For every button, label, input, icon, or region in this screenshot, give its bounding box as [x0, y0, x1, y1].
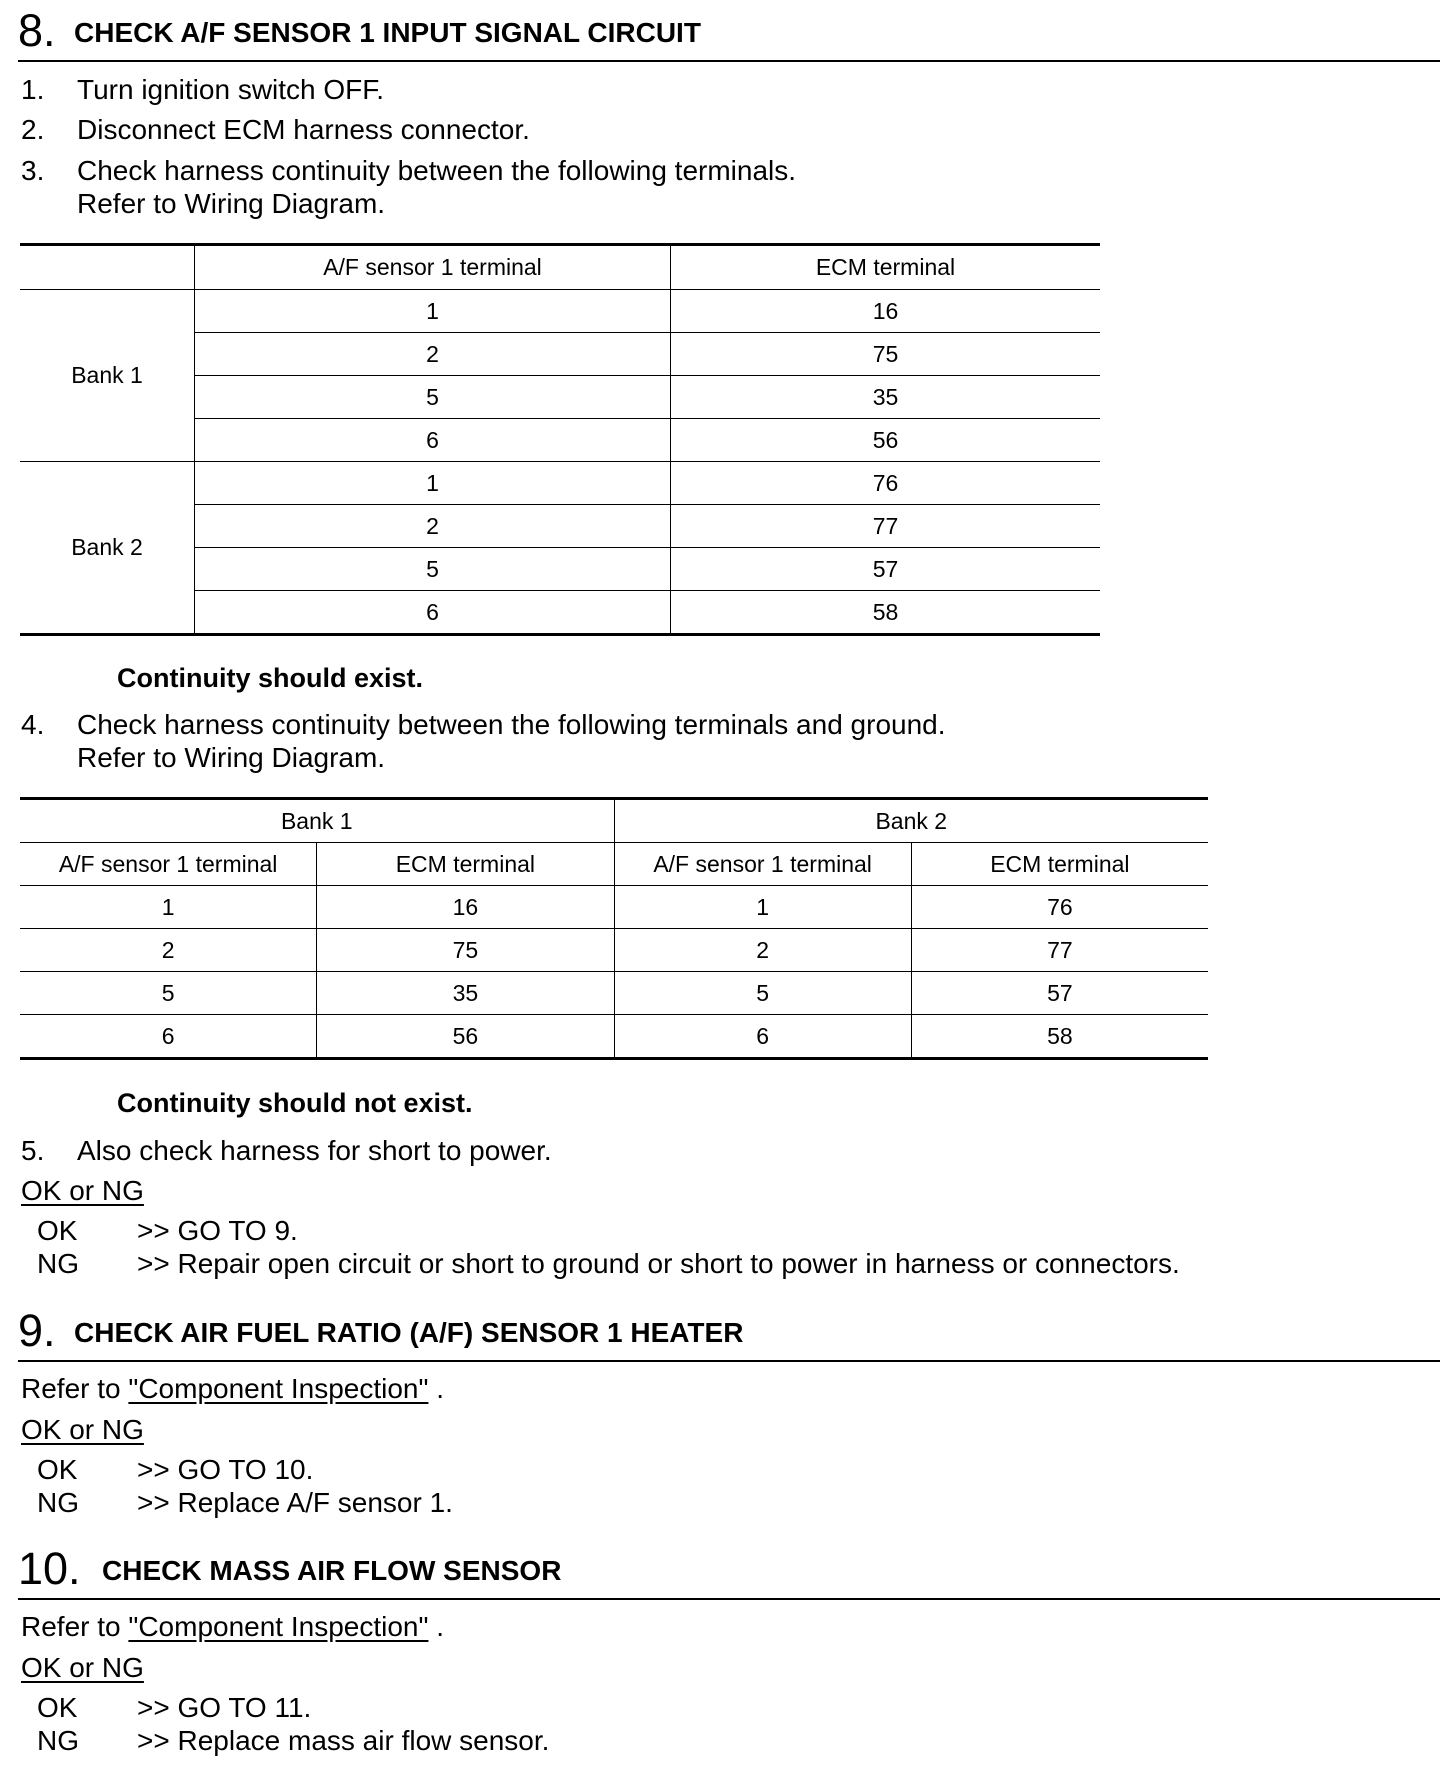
table-cell: 6 [20, 1015, 317, 1059]
refer-line [21, 1373, 444, 1405]
table-row [20, 290, 1100, 333]
table-cell: 5 [614, 972, 911, 1015]
step-text: Disconnect ECM harness connector. [77, 114, 530, 145]
result-text: >> Replace mass air flow sensor. [137, 1725, 550, 1756]
table-cell: 5 [195, 548, 671, 591]
result-key: OK [37, 1692, 78, 1723]
table-cell: 56 [671, 419, 1101, 462]
step-text: Also check harness for short to power. [77, 1135, 552, 1166]
result-text: >> GO TO 9. [137, 1215, 298, 1246]
table-cell: 58 [671, 591, 1101, 635]
table-header-row [20, 799, 1208, 843]
refer-line [21, 1611, 444, 1643]
step-4 [21, 708, 946, 741]
result-ng [37, 1248, 1180, 1280]
component-inspection-link[interactable]: "Component Inspection" [128, 1373, 429, 1404]
section-number: 10. [18, 1543, 81, 1594]
step-3 [21, 154, 796, 187]
result-ng [37, 1725, 549, 1757]
table-row [20, 929, 1208, 972]
table-header-cell: ECM terminal [317, 843, 614, 886]
table-cell: 57 [671, 548, 1101, 591]
table-row [20, 462, 1100, 505]
table-row [20, 1015, 1208, 1059]
result-text: >> GO TO 11. [137, 1692, 312, 1723]
table-row [20, 972, 1208, 1015]
result-ok [37, 1215, 298, 1247]
terminal-table-2 [20, 797, 1208, 1060]
section-10-header [18, 1538, 1440, 1600]
table-cell: 56 [317, 1015, 614, 1059]
step-2 [21, 113, 530, 146]
ok-or-ng-label: OK or NG [21, 1175, 144, 1206]
table-cell: 35 [317, 972, 614, 1015]
result-ng [37, 1487, 453, 1519]
component-inspection-link[interactable]: "Component Inspection" [128, 1611, 429, 1642]
table-cell: 35 [671, 376, 1101, 419]
bank-header: Bank 2 [614, 799, 1208, 843]
table-cell: 16 [317, 886, 614, 929]
step-text: Turn ignition switch OFF. [77, 74, 385, 105]
step-1 [21, 73, 384, 106]
step-number: 4. [21, 709, 45, 740]
step-number: 3. [21, 155, 45, 186]
step-number: 5. [21, 1135, 45, 1166]
table-cell: 16 [671, 290, 1101, 333]
step-3-sub: Refer to Wiring Diagram. [77, 188, 386, 219]
table-cell: 76 [671, 462, 1101, 505]
refer-suffix: . [428, 1373, 445, 1404]
table-cell: 1 [195, 462, 671, 505]
result-text: >> Repair open circuit or short to ground or short to power in harness or connectors. [137, 1248, 1180, 1279]
table-header-cell: A/F sensor 1 terminal [195, 245, 671, 290]
table-cell: 77 [671, 505, 1101, 548]
table-cell: 2 [195, 505, 671, 548]
result-text: >> Replace A/F sensor 1. [137, 1487, 453, 1518]
table-header-row [20, 245, 1100, 290]
refer-suffix: . [428, 1611, 445, 1642]
bank-label: Bank 1 [20, 290, 195, 462]
table-cell: 1 [614, 886, 911, 929]
table-cell: 2 [614, 929, 911, 972]
section-number: 8. [18, 5, 56, 56]
table-header-cell: A/F sensor 1 terminal [20, 843, 317, 886]
refer-prefix: Refer to [21, 1373, 129, 1404]
table-cell: 6 [195, 591, 671, 635]
result-key: OK [37, 1215, 78, 1246]
table-header-cell: A/F sensor 1 terminal [614, 843, 911, 886]
table-header-cell: ECM terminal [671, 245, 1101, 290]
table-cell: 6 [195, 419, 671, 462]
table-header-cell: ECM terminal [911, 843, 1208, 886]
step-5 [21, 1134, 552, 1167]
table-cell: 5 [20, 972, 317, 1015]
continuity-note: Continuity should not exist. [117, 1088, 473, 1118]
section-number: 9. [18, 1305, 56, 1356]
table-cell: 2 [20, 929, 317, 972]
section-title: CHECK A/F SENSOR 1 INPUT SIGNAL CIRCUIT [74, 17, 701, 48]
table-cell: 77 [911, 929, 1208, 972]
table-header-row [20, 843, 1208, 886]
section-title: CHECK AIR FUEL RATIO (A/F) SENSOR 1 HEATER [74, 1317, 744, 1348]
table-cell: 5 [195, 376, 671, 419]
result-key: NG [37, 1248, 79, 1279]
table-cell: 1 [20, 886, 317, 929]
terminal-table-1 [20, 243, 1100, 636]
ok-or-ng-label: OK or NG [21, 1414, 144, 1445]
table-cell: 76 [911, 886, 1208, 929]
table-cell: 2 [195, 333, 671, 376]
section-9-header [18, 1300, 1440, 1362]
refer-prefix: Refer to [21, 1611, 129, 1642]
result-key: OK [37, 1454, 78, 1485]
result-key: NG [37, 1725, 79, 1756]
result-ok [37, 1454, 313, 1486]
bank-label: Bank 2 [20, 462, 195, 635]
step-text: Check harness continuity between the following terminals and ground. [77, 709, 946, 740]
step-4-sub: Refer to Wiring Diagram. [77, 742, 386, 773]
table-header-cell [20, 245, 195, 290]
step-number: 2. [21, 114, 45, 145]
table-cell: 57 [911, 972, 1208, 1015]
table-row [20, 886, 1208, 929]
bank-header: Bank 1 [280, 807, 353, 834]
continuity-note: Continuity should exist. [117, 663, 424, 693]
step-number: 1. [21, 74, 45, 105]
result-text: >> GO TO 10. [137, 1454, 314, 1485]
ok-or-ng-label: OK or NG [21, 1652, 144, 1683]
table-cell: 1 [195, 290, 671, 333]
section-8-header [18, 0, 1440, 62]
result-key: NG [37, 1487, 79, 1518]
section-title: CHECK MASS AIR FLOW SENSOR [102, 1555, 562, 1586]
result-ok [37, 1692, 311, 1724]
table-cell: 75 [671, 333, 1101, 376]
table-cell: 6 [614, 1015, 911, 1059]
step-text: Check harness continuity between the following terminals. [77, 155, 797, 186]
table-cell: 58 [911, 1015, 1208, 1059]
table-cell: 75 [317, 929, 614, 972]
